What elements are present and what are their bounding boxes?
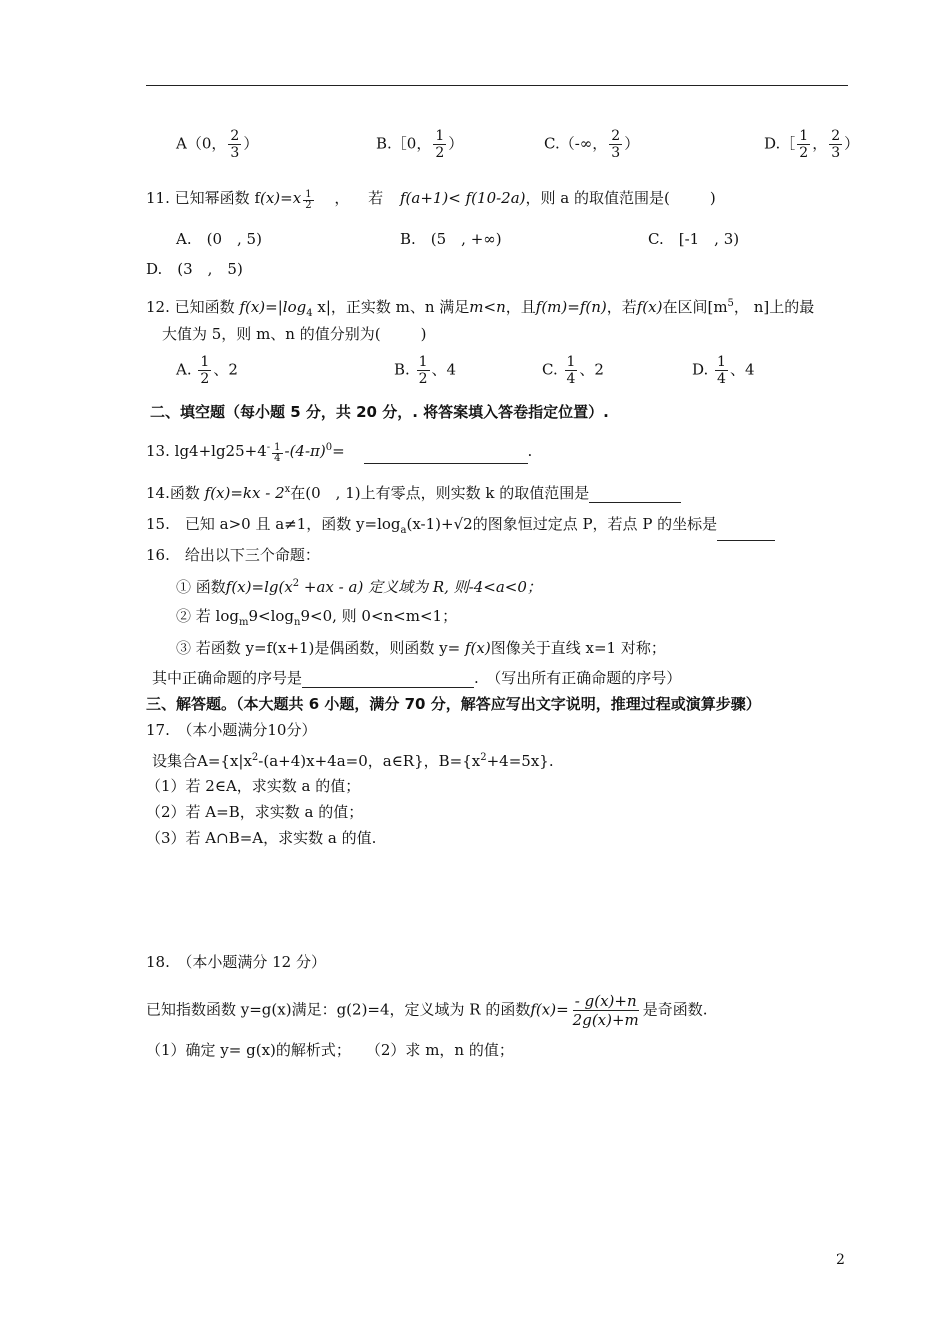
q10-option-b: B.［0， $\frac{1}{2}$ ） <box>376 128 464 161</box>
q11-option-a: A. (0 , 5) <box>176 230 262 248</box>
q10-option-c: C.（-∞， $\frac{2}{3}$ ） <box>544 128 640 161</box>
q17-part-1: （1）若 2∈A，求实数 a 的值； <box>146 777 361 795</box>
q17-sets: 设集合$A=\{x|x^2-(a+4)x+4a=0$，a∈R}，$B=\{x^2+4=5x\}$. <box>152 752 554 770</box>
q16-answer-blank[interactable] <box>302 673 474 688</box>
q12-option-c: C. $\frac{1}{4}$ 、2 <box>542 354 604 387</box>
q18-statement: 已知指数函数 y=g(x)满足：g(2)=4，定义域为 R 的函数f(x)= $\frac{- g(x)+n}{2g(x)+m}$ 是奇函数. <box>146 992 708 1029</box>
header-rule <box>146 85 848 86</box>
question-15: 15. 已知 a>0 且 a≠1，函数 $y=\log_a(x-1)+√2$的图象恒过定点 P，若点 P 的坐标是 <box>146 514 775 541</box>
question-17-heading: 17. （本小题满分10分） <box>146 721 317 739</box>
question-12-line1: 12. 已知函数 $f(x)=|\log_4$ x|，正实数 m、n 满足m<n，且f(m)=f(n)，若f(x)在区间[$m^5$， n]上的最 <box>146 298 815 319</box>
question-13: 13. lg4+lg25+4- $\frac{1}{4}$ $-(4-\pi)^0=$ . <box>146 442 533 464</box>
q12-option-d: D. $\frac{1}{4}$ 、4 <box>692 354 755 387</box>
q17-part-2: （2）若 A=B，求实数 a 的值； <box>146 803 364 821</box>
q17-part-3: （3）若 A∩B=A，求实数 a 的值. <box>146 829 377 847</box>
section-3-heading: 三、解答题。（本大题共 6 小题，满分 70 分，解答应写出文字说明，推理过程或演算步骤） <box>146 695 761 713</box>
q11-option-b: B. (5 , +∞) <box>400 230 502 248</box>
question-11: 11. 已知幂函数 f(x)=x $\frac{1}{2}$ ， 若 f(a+1)< f(10-2a)，则 a 的取值范围是( ) <box>146 189 716 211</box>
q11-option-d: D. (3 , 5) <box>146 260 243 278</box>
q14-answer-blank[interactable] <box>589 488 681 503</box>
q15-answer-blank[interactable] <box>717 526 775 541</box>
section-2-heading: 二、填空题（每小题 5 分，共 20 分，. 将答案填入答卷指定位置）. <box>150 403 609 421</box>
q16-proposition-3: ③ 若函数 y=f(x+1)是偶函数，则函数 y= f(x)图像关于直线 x=1 对称； <box>176 639 666 657</box>
q10-option-d: D.［ $\frac{1}{2}$ ， $\frac{2}{3}$ ） <box>764 128 860 161</box>
q13-answer-blank[interactable] <box>364 449 528 464</box>
q12-option-a: A. $\frac{1}{2}$ 、2 <box>176 354 238 387</box>
q11-option-c: C. [-1 , 3) <box>648 230 740 248</box>
q12-option-b: B. $\frac{1}{2}$ 、4 <box>394 354 457 387</box>
question-14: 14.函数 f(x)=kx - 2$^x$在(0 , 1)上有零点，则实数 k 的取值范围是 <box>146 480 681 503</box>
question-16-heading: 16. 给出以下三个命题： <box>146 546 320 564</box>
q16-answer-line: 其中正确命题的序号是 . （写出所有正确命题的序号） <box>152 669 682 687</box>
q16-proposition-2: ② 若 $\log_m9<\log_n9<0$, 则 0<n<m<1； <box>176 607 458 628</box>
question-12-line2: 大值为 5，则 m、n 的值分别为( ) <box>162 325 427 343</box>
q16-proposition-1: ① 函数$f(x)=\lg(x^2 +ax - a)$ 定义域为 R, 则-4<a<0； <box>176 578 542 596</box>
q10-option-a: A（0， $\frac{2}{3}$ ） <box>176 128 259 161</box>
page-number: 2 <box>836 1252 845 1268</box>
question-18-heading: 18. （本小题满分 12 分） <box>146 953 326 971</box>
q18-parts: （1）确定 y= g(x)的解析式； （2）求 m，n 的值； <box>146 1041 514 1059</box>
